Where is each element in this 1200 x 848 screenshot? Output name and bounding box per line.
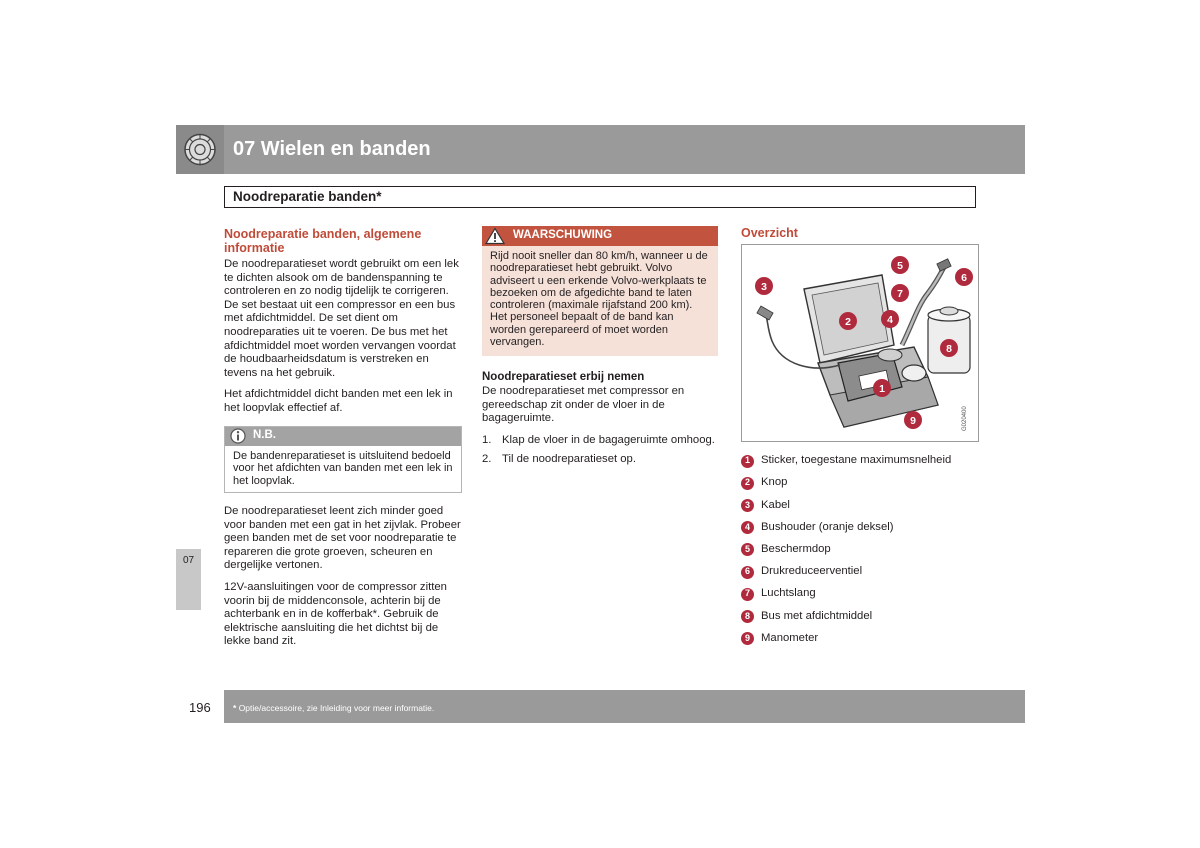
legend-item [741, 450, 979, 472]
step-number: 2. [482, 453, 492, 466]
legend-item [741, 472, 979, 494]
column-general-info [224, 227, 462, 657]
note-header [225, 427, 461, 446]
steps-list [482, 434, 718, 467]
svg-text:7: 7 [897, 288, 903, 300]
note-text: De bandenreparatieset is uitsluitend bedoeld voor het afdichten van banden met een lek in het loopvlak. [233, 449, 453, 487]
legend-text: Bushouder (oranje deksel) [761, 520, 894, 533]
legend-number: 4 [741, 521, 754, 534]
general-info-heading: Noodreparatie banden, algemene informatie [224, 227, 422, 255]
column-warning [482, 226, 718, 473]
svg-text:8: 8 [946, 343, 952, 355]
legend-number: 9 [741, 632, 754, 645]
chapter-icon-box [176, 125, 224, 174]
legend-item [741, 628, 979, 650]
paragraph: De noodreparatieset leent zich minder goed voor banden met een gat in het zijvlak. Probeer geen banden met de set voor noodreparatie te repareren die grote groeven, scheuren en dergelijke vertonen. [224, 505, 461, 572]
legend-item [741, 605, 979, 627]
svg-text:3: 3 [761, 281, 767, 293]
legend-text: Sticker, toegestane maximumsnelheid [761, 454, 952, 467]
repair-kit-illustration [741, 244, 979, 442]
paragraph: De noodreparatieset met compressor en gereedschap zit onder de vloer in de bagageruimte. [482, 384, 685, 425]
footnote [233, 703, 434, 713]
legend-number: 3 [741, 499, 754, 512]
callout-6 [955, 268, 973, 286]
legend-list [741, 450, 979, 650]
legend-number: 7 [741, 588, 754, 601]
column-overview [741, 226, 979, 661]
info-icon [230, 428, 246, 444]
footnote-mark: * [233, 703, 237, 713]
legend-item [741, 561, 979, 583]
legend-text: Kabel [761, 498, 790, 511]
callout-3 [755, 277, 773, 295]
warning-header [482, 226, 718, 246]
callout-8 [940, 339, 958, 357]
legend-text: Luchtslang [761, 587, 816, 600]
warning-triangle-icon [485, 227, 505, 245]
note-box [224, 426, 462, 494]
legend-number: 5 [741, 543, 754, 556]
warning-text: Rijd nooit sneller dan 80 km/h, wanneer u de noodreparatieset hebt gebruikt. Volvo adviseert u een erkende Volvo-werkplaats te bezoeken om de afgedichte band te laten controleren (maximale rijafstand 200 km). Het personeel bepaalt of de band kan worden gerepareerd of moet worden vervangen. [490, 250, 708, 349]
legend-item [741, 583, 979, 605]
legend-number: 6 [741, 566, 754, 579]
svg-text:5: 5 [897, 260, 903, 272]
chapter-title: 07 Wielen en banden [233, 138, 431, 160]
legend-item [741, 517, 979, 539]
image-code: G020400 [962, 406, 968, 431]
paragraph: Het afdichtmiddel dicht banden met een lek in het loopvlak effectief af. [224, 388, 453, 414]
callout-5 [891, 256, 909, 274]
legend-number: 8 [741, 610, 754, 623]
paragraph: De noodreparatieset wordt gebruikt om een lek te dichten alsook om de bandenspanning te controleren en zo nodig tijdelijk te corrigeren. De set bestaat uit een compressor en een bus met afdichtmiddel. De set dient om noodreparaties uit te voeren. De bus met het afdichtmiddel moet worden vervangen voordat de houdbaarheidsdatum is verstreken en tevens na het gebruik. [224, 258, 459, 379]
footnote-text: Optie/accessoire, zie Inleiding voor meer informatie. [238, 703, 435, 713]
legend-text: Manometer [761, 631, 819, 644]
step-text: Klap de vloer in de bagageruimte omhoog. [502, 433, 715, 446]
callout-7 [891, 284, 909, 302]
overview-heading: Overzicht [741, 226, 798, 240]
warning-label: WAARSCHUWING [513, 229, 613, 242]
callout-4 [881, 310, 899, 328]
callout-9 [904, 411, 922, 429]
legend-text: Knop [761, 476, 788, 489]
legend-text: Drukreduceerventiel [761, 565, 863, 578]
legend-number: 2 [741, 477, 754, 490]
warning-box [482, 226, 718, 356]
side-tab-number: 07 [183, 555, 195, 566]
section-title: Noodreparatie banden* [233, 189, 382, 204]
svg-text:9: 9 [910, 415, 916, 427]
paragraph: 12V-aansluitingen voor de compressor zitten voorin bij de middenconsole, achterin bij de achterbank en in de kofferbak*. Gebruik de elektrische aansluiting die het dichtst bij de lekke band zit. [224, 581, 447, 648]
list-item [482, 434, 718, 448]
step-number: 1. [482, 433, 492, 446]
legend-text: Beschermdop [761, 543, 831, 556]
legend-item [741, 539, 979, 561]
list-item [482, 453, 718, 467]
callout-1 [873, 379, 891, 397]
page-number: 196 [189, 700, 211, 715]
repair-kit-drawing [742, 245, 978, 441]
svg-text:4: 4 [887, 314, 893, 326]
legend-text: Bus met afdichtmiddel [761, 609, 873, 622]
callout-2 [839, 312, 857, 330]
svg-text:1: 1 [879, 383, 885, 395]
note-label: N.B. [253, 429, 276, 442]
tyre-icon [176, 125, 224, 174]
step-text: Til de noodreparatieset op. [502, 453, 636, 466]
legend-item [741, 494, 979, 516]
legend-number: 1 [741, 455, 754, 468]
svg-text:2: 2 [845, 316, 851, 328]
svg-text:6: 6 [961, 272, 967, 284]
take-out-kit-heading: Noodreparatieset erbij nemen [482, 371, 645, 384]
